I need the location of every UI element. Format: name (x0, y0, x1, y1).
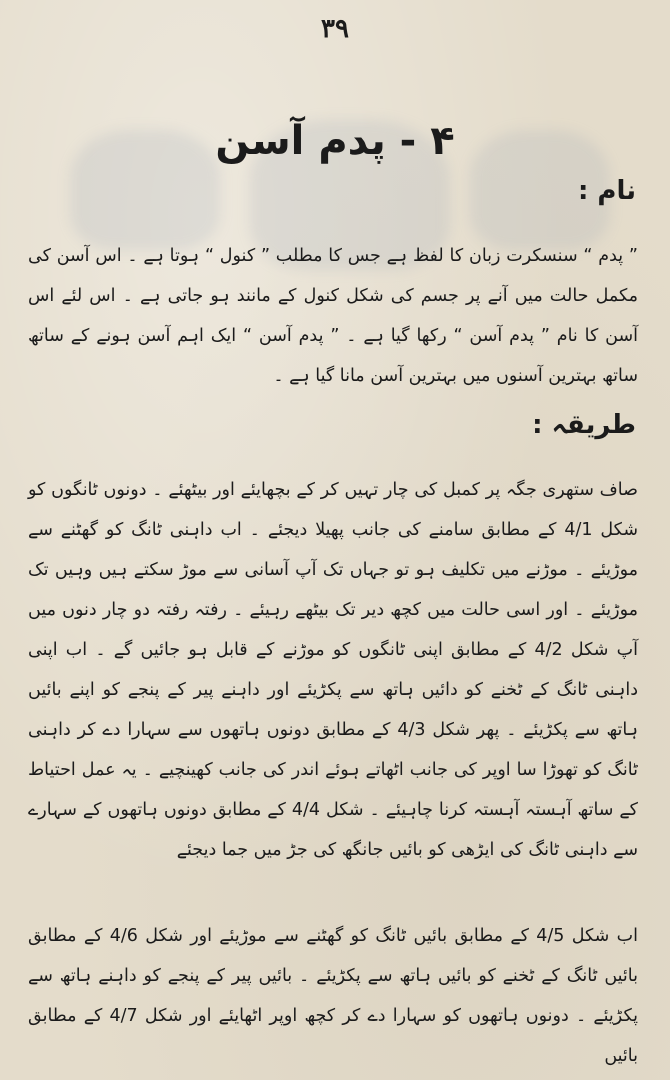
paragraph-method-2: اب شکل 4/5 کے مطابق بائیں ٹانگ کو گھٹنے سے موڑیئے اور شکل 4/6 کے مطابق بائیں ٹانگ کے ٹخنے کو بائیں ہاتھ سے پکڑیئے ۔ بائیں پیر کے پنجے کو داہنے ہاتھ سے پکڑیئے ۔ دونوں ہاتھوں کو سہارا دے کر کچھ اوپر اٹھایئے اور شکل 4/7 کے مطابق بائیں (28, 925, 638, 1066)
paragraph-name: ” پدم “ سنسکرت زبان کا لفظ ہے جس کا مطلب ” کنول “ ہوتا ہے ۔ اس آسن کی مکمل حالت میں آنے پر جسم کی شکل کنول کے مانند ہو جاتی ہے ۔ اس لئے اس آسن کا نام ” پدم آسن “ رکھا گیا ہے ۔ ” پدم آسن “ ایک اہم آسن ہونے کے ساتھ ساتھ بہترین آسنوں میں بہترین آسن مانا گیا ہے ۔ (28, 245, 638, 386)
page-title: ۴ - پدم آسن (215, 118, 455, 164)
section-heading-method: طریقہ : (532, 410, 636, 440)
page-number: ۳۹ (321, 14, 349, 44)
section-heading-name: نام : (577, 176, 636, 206)
paragraph-method-1: صاف ستھری جگہ پر کمبل کی چار تہیں کر کے بچھایئے اور بیٹھئے ۔ دونوں ٹانگوں کو شکل 4/1 کے مطابق سامنے کی جانب پھیلا دیجئے ۔ اب داہنی ٹانگ کو گھٹنے سے موڑیئے ۔ موڑنے میں تکلیف ہو تو جہاں تک آپ آسانی سے موڑ سکتے ہیں وہیں تک موڑیئے ۔ اور اسی حالت میں کچھ دیر تک بیٹھے رہیئے ۔ رفتہ رفتہ دو چار دنوں میں آپ شکل 4/2 کے مطابق اپنی ٹانگوں کو موڑنے کے قابل ہو جائیں گے ۔ اب اپنی داہنی ٹانگ کے ٹخنے کو دائیں ہاتھ سے پکڑیئے اور داہنے پیر کے پنجے کو اپنے بائیں ہاتھ سے پکڑیئے ۔ پھر شکل 4/3 کے مطابق دونوں ہاتھوں سے سہارا دے کر داہنی ٹانگ کو تھوڑا سا اوپر کی جانب اٹھاتے ہوئے اندر کی جانب کھینچیے ۔ یہ عمل احتیاط کے ساتھ آہستہ آہستہ کرنا چاہیئے ۔ شکل 4/4 کے مطابق دونوں ہاتھوں کے سہارے سے داہنی ٹانگ کی ایڑھی کو بائیں جانگھ کی جڑ میں جما دیجئے (28, 479, 639, 860)
